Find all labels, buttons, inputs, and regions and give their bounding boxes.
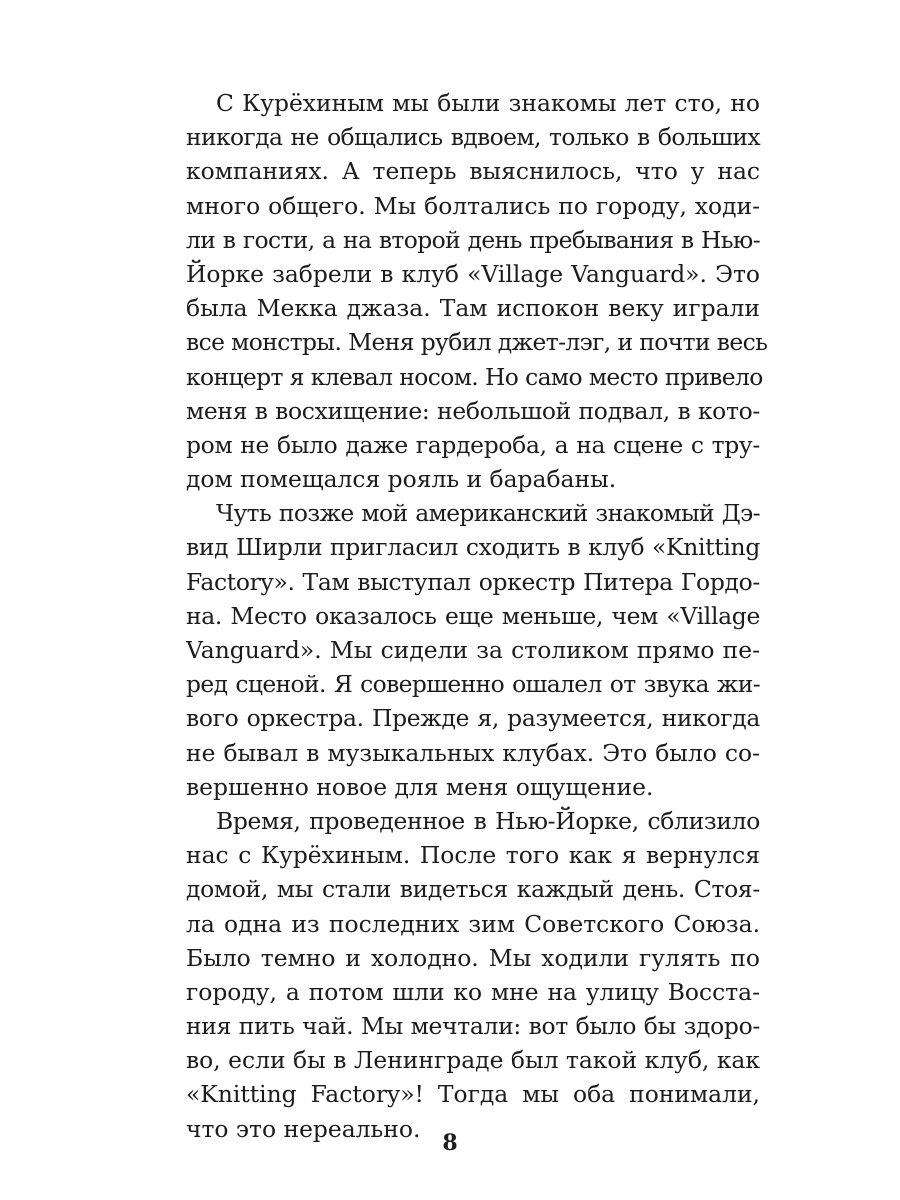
text-line: концерт я клевал носом. Но само место привело bbox=[186, 362, 763, 391]
text-line: была Мекка джаза. Там испокон веку играли bbox=[186, 294, 760, 323]
text-line: нас с Курёхиным. После того как я вернулся bbox=[186, 841, 760, 870]
text-line: не бывал в музыкальных клубах. Это было со- bbox=[186, 738, 760, 767]
text-line: ла одна из последних зим Советского Союза. bbox=[186, 909, 760, 938]
text-line: С Курёхиным мы были знакомы лет сто, но bbox=[216, 89, 760, 117]
text-line: что это нереально. bbox=[186, 1114, 421, 1143]
text-line: меня в восхищение: небольшой подвал, в кото- bbox=[186, 396, 760, 425]
text-line: ния пить чай. Мы мечтали: вот было бы здоро- bbox=[186, 1012, 760, 1041]
text-line: вого оркестра. Прежде я, разумеется, никогда bbox=[186, 704, 760, 733]
text-line: Йорке забрели в клуб «Village Vanguard». Это bbox=[186, 259, 760, 288]
paragraph-1 bbox=[186, 86, 768, 496]
paragraph-3 bbox=[186, 804, 760, 1146]
text-line: компаниях. А теперь выяснилось, что у нас bbox=[186, 157, 760, 186]
text-line: домой, мы стали видеться каждый день. Стоя- bbox=[186, 875, 760, 904]
body-text bbox=[186, 86, 768, 1146]
text-line: никогда не общались вдвоем, только в больших bbox=[186, 123, 760, 152]
text-line: дом помещался рояль и барабаны. bbox=[186, 465, 617, 494]
text-line: ром не было даже гардероба, а на сцене с тру- bbox=[186, 430, 760, 459]
text-line: вид Ширли пригласил сходить в клуб «Knitting bbox=[186, 533, 760, 562]
text-line: вершенно новое для меня ощущение. bbox=[186, 772, 654, 801]
text-line: Factory». Там выступал оркестр Питера Гордо- bbox=[186, 567, 760, 596]
paragraph-2 bbox=[186, 496, 760, 804]
text-line: Чуть позже мой американский знакомый Дэ- bbox=[216, 499, 760, 528]
text-line: городу, а потом шли ко мне на улицу Восста- bbox=[186, 977, 760, 1006]
text-line: во, если бы в Ленинграде был такой клуб, как bbox=[186, 1046, 760, 1075]
page-number: 8 bbox=[442, 1130, 458, 1156]
text-line: все монстры. Меня рубил джет-лэг, и почти весь bbox=[186, 328, 768, 357]
text-line: ред сценой. Я совершенно ошалел от звука жи- bbox=[186, 670, 760, 699]
text-line: «Knitting Factory»! Тогда мы оба понимали, bbox=[186, 1080, 760, 1109]
text-line: Vanguard». Мы сидели за столиком прямо пе- bbox=[186, 636, 760, 664]
text-line: много общего. Мы болтались по городу, ходи- bbox=[186, 191, 760, 220]
text-line: Было темно и холодно. Мы ходили гулять по bbox=[186, 943, 760, 972]
text-line: Время, проведенное в Нью-Йорке, сблизило bbox=[216, 806, 760, 835]
text-line: ли в гости, а на второй день пребывания в Нью- bbox=[186, 225, 760, 254]
text-line: на. Место оказалось еще меньше, чем «Village bbox=[186, 601, 760, 630]
